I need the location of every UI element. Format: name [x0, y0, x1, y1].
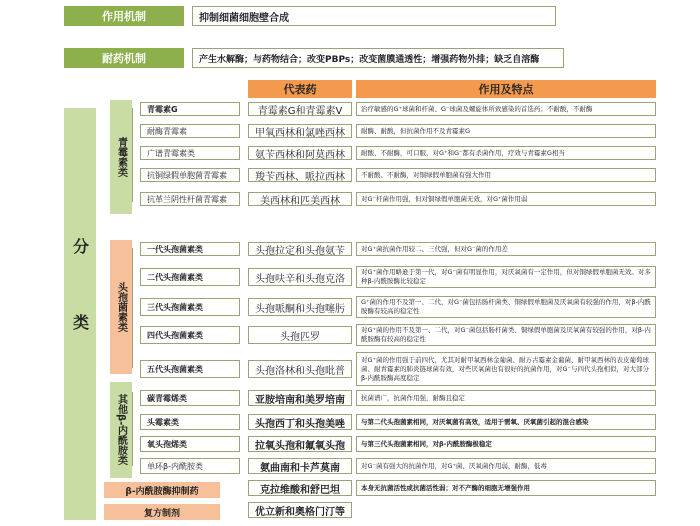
- other-row-0-feat-text: 抗菌谱广，抗菌作用强，耐酶且稳定: [361, 393, 465, 402]
- ceph-row-2-name-text: 三代头孢菌素类: [147, 302, 203, 312]
- penicillin-row-2-feat: [356, 146, 656, 160]
- ceph-row-3-rep-text: 头孢匹罗: [280, 331, 320, 343]
- other-category: [110, 382, 132, 478]
- ceph-row-4-feat: [356, 352, 656, 386]
- ceph-row-2-feat-text: G⁺菌的作用不及第一、二代，对G⁻菌包括肠杆菌类、铜绿假单胞菌及厌氧菌有较强的作用，对β-内酰胺酶有较高的稳定性: [361, 298, 651, 315]
- cephalosporin-bracket: [132, 248, 133, 368]
- other-row-3-name-text: 单环β-内酰胺类: [147, 461, 203, 471]
- classification-text: 分类: [70, 238, 90, 390]
- other-row-3-rep: [248, 458, 352, 474]
- penicillin-row-4-name: [140, 192, 240, 206]
- penicillin-row-0-feat-text: 治疗敏感的G⁺球菌和杆菌、G⁻球菌及螺旋体所致感染的首选药；不耐酸，不耐酶: [361, 104, 593, 113]
- other-row-2-name-text: 氧头孢烯类: [147, 439, 187, 449]
- mechanism-label-text: 作用机制: [102, 10, 146, 23]
- ceph-row-3-feat-text: 对G⁺菌的作用不及第一、二代，对G⁻菌包括肠杆菌类、铜绿假单胞菌及厌氧菌有较强的作用，对β-内酰胺酶有较高的稳定性: [361, 326, 651, 343]
- compound-rep: [248, 502, 352, 518]
- penicillin-row-1-feat: [356, 124, 656, 138]
- penicillin-row-0-feat: [356, 102, 656, 116]
- other-row-2-rep-text: 拉氧头孢和氟氧头孢: [255, 440, 345, 452]
- inhibitor-label: [104, 482, 220, 498]
- ceph-row-4-feat-text: 对G⁺菌的作用强于前四代，尤其对耐甲氧西林金葡菌、耐万古霉素金葡菌、耐甲氧西林的表皮葡萄球菌、耐青霉素的肺炎链球菌有效，对些厌氧菌也有很好的抗菌作用，对G⁻与四代头孢相似，对大部分β-内酰胺酶高度稳定: [361, 355, 649, 382]
- ceph-row-3-name-text: 四代头孢菌素类: [147, 330, 203, 340]
- other-row-1-name-text: 头霉素类: [147, 417, 179, 427]
- other-bracket: [132, 392, 133, 466]
- other-row-3-rep-text: 氨曲南和卡芦莫南: [260, 462, 340, 474]
- ceph-row-4-rep-text: 头孢洛林和头孢吡普: [255, 365, 345, 377]
- penicillin-row-4-rep: [248, 192, 352, 206]
- ceph-row-3-rep: [248, 326, 352, 344]
- ceph-row-0-rep: [248, 242, 352, 256]
- penicillin-row-2-name: [140, 146, 240, 160]
- ceph-row-0-name: [140, 242, 240, 256]
- resistance-value: [192, 48, 564, 68]
- inhibitor-feat: [356, 480, 656, 496]
- other-row-2-name: [140, 436, 240, 452]
- penicillin-row-3-feat: [356, 168, 656, 182]
- resistance-label: [64, 48, 184, 68]
- other-row-0-rep-text: 亚胺培南和美罗培南: [255, 394, 345, 406]
- ceph-row-4-name: [140, 360, 240, 378]
- penicillin-row-3-feat-text: 不耐酸、不耐酶，对铜绿假单胞菌有强大作用: [361, 170, 491, 179]
- penicillin-row-1-name: [140, 124, 240, 138]
- inhibitor-rep-text: 克拉维酸和舒巴坦: [260, 484, 340, 496]
- ceph-row-1-feat: [356, 266, 656, 288]
- penicillin-row-4-name-text: 抗革兰阴性杆菌青霉素: [147, 194, 227, 204]
- other-row-0-name: [140, 390, 240, 406]
- other-category-text: 其他β-内酰胺类: [115, 394, 127, 466]
- penicillin-row-4-rep-text: 美西林和匹美西林: [260, 195, 340, 207]
- compound-label: [104, 504, 220, 520]
- mechanism-value: [192, 6, 556, 26]
- ceph-row-1-name-text: 二代头孢菌素类: [147, 272, 203, 282]
- penicillin-row-2-feat-text: 耐酸、不耐酶，可口服，对G⁺和G⁻都有杀菌作用，疗效与青霉素G相当: [361, 148, 565, 157]
- penicillin-bracket: [132, 108, 133, 202]
- compound-label-text: 复方制剂: [143, 508, 180, 519]
- mechanism-value-text: 抑制细菌细胞壁合成: [199, 12, 289, 24]
- header-features-text: 作用及特点: [478, 83, 534, 96]
- ceph-row-4-rep: [248, 360, 352, 378]
- other-row-1-rep-text: 头孢西丁和头孢美唑: [255, 418, 345, 430]
- ceph-row-3-feat: [356, 324, 656, 346]
- other-row-0-name-text: 碳青霉烯类: [147, 393, 187, 403]
- other-row-3-name: [140, 458, 240, 474]
- ceph-row-2-feat: [356, 296, 656, 318]
- other-row-1-rep: [248, 414, 352, 430]
- ceph-row-1-rep-text: 头孢呋辛和头孢克洛: [255, 273, 345, 285]
- ceph-row-0-name-text: 一代头孢菌素类: [147, 244, 203, 254]
- header-representative: [248, 80, 352, 98]
- ceph-row-1-name: [140, 268, 240, 286]
- ceph-row-2-name: [140, 298, 240, 316]
- ceph-row-4-name-text: 五代头孢菌素类: [147, 364, 203, 374]
- penicillin-row-4-feat: [356, 192, 656, 206]
- other-row-2-feat-text: 与第三代头孢菌素相同，对β-内酰胺酶极稳定: [361, 439, 492, 448]
- penicillin-row-3-name-text: 抗铜绿假单胞菌青霉素: [147, 170, 227, 180]
- ceph-row-2-rep: [248, 298, 352, 316]
- ceph-row-0-rep-text: 头孢拉定和头孢氨苄: [255, 245, 345, 257]
- penicillin-row-4-feat-text: 对G⁻杆菌作用强，但对铜绿假单胞菌无效，对G⁺菌作用弱: [361, 194, 528, 203]
- ceph-row-0-feat: [356, 242, 656, 256]
- penicillin-row-1-rep: [248, 124, 352, 138]
- compound-rep-text: 优立新和奥格门汀等: [255, 506, 345, 518]
- other-row-1-name: [140, 414, 240, 430]
- penicillin-row-0-rep-text: 青霉素G和青霉素V: [257, 105, 343, 117]
- other-row-3-feat-text: 对G⁻菌有强大的抗菌作用，对G⁺菌、厌氧菌作用弱，耐酶，低毒: [361, 461, 547, 470]
- penicillin-row-2-rep-text: 氨苄西林和阿莫西林: [255, 149, 345, 161]
- penicillin-row-3-rep: [248, 168, 352, 182]
- penicillin-category: [110, 100, 132, 214]
- penicillin-row-1-rep-text: 甲氧西林和氯唑西林: [255, 127, 345, 139]
- ceph-row-3-name: [140, 326, 240, 344]
- penicillin-row-3-rep-text: 羧苄西林、哌拉西林: [255, 171, 345, 183]
- ceph-row-0-feat-text: 对G⁺菌抗菌作用较二、三代强，但对G⁻菌的作用差: [361, 244, 508, 253]
- penicillin-row-1-name-text: 耐酶青霉素: [147, 126, 187, 136]
- ceph-row-1-feat-text: 对G⁺菌作用略逊于第一代，对G⁻菌有明显作用，对厌氧菌有一定作用，但对铜绿假单胞菌无效。对多种β-内酰胺酶比较稳定: [361, 268, 651, 285]
- cephalosporin-category-text: 头孢菌素类: [115, 282, 127, 332]
- penicillin-category-text: 青霉素类: [115, 137, 127, 177]
- mechanism-label: [64, 6, 184, 26]
- ceph-row-2-rep-text: 头孢哌酮和头孢噻肟: [255, 303, 345, 315]
- resistance-value-text: 产生水解酶；与药物结合；改变PBPs；改变菌膜通透性；增强药物外排；缺乏自溶酶: [199, 54, 540, 65]
- header-features: [356, 80, 656, 98]
- resistance-label-text: 耐药机制: [102, 52, 146, 65]
- penicillin-row-2-rep: [248, 146, 352, 160]
- other-row-3-feat: [356, 458, 656, 474]
- inhibitor-rep: [248, 480, 352, 496]
- penicillin-row-1-feat-text: 耐酶、耐酸，但抗菌作用不及青霉素G: [361, 126, 471, 135]
- other-row-1-feat-text: 与第二代头孢菌素相同，对厌氧菌有高效，适用于需氧、厌氧菌引起的混合感染: [361, 417, 589, 426]
- penicillin-row-0-rep: [248, 102, 352, 116]
- other-row-2-feat: [356, 436, 656, 452]
- penicillin-row-3-name: [140, 168, 240, 182]
- inhibitor-feat-text: 本身无抗菌活性或抗菌活性弱；对不产酶的细胞无增强作用: [361, 483, 530, 492]
- penicillin-row-0-name-text: 青霉素G: [147, 104, 178, 114]
- cephalosporin-category: [110, 240, 132, 374]
- penicillin-row-2-name-text: 广谱青霉素类: [147, 148, 195, 158]
- penicillin-row-0-name: [140, 102, 240, 116]
- other-row-0-rep: [248, 390, 352, 406]
- other-row-1-feat: [356, 414, 656, 430]
- header-representative-text: 代表药: [283, 83, 317, 96]
- inhibitor-label-text: β-内酰胺酶抑制药: [125, 486, 199, 497]
- classification-block: [64, 108, 96, 520]
- other-row-0-feat: [356, 390, 656, 406]
- ceph-row-1-rep: [248, 268, 352, 286]
- other-row-2-rep: [248, 436, 352, 452]
